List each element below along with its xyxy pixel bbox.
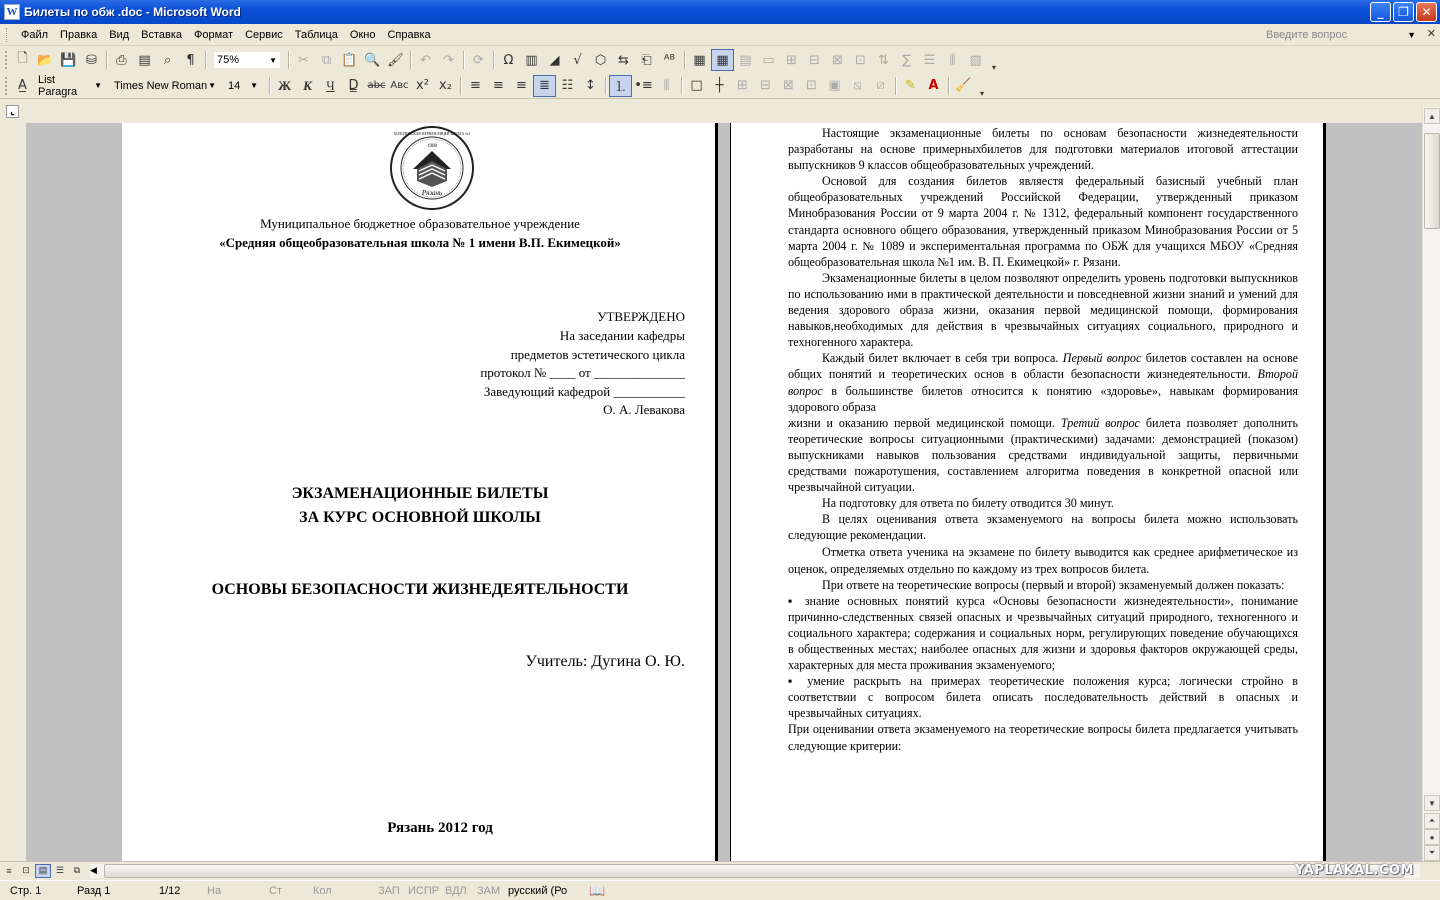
subject-title: ОСНОВЫ БЕЗОПАСНОСТИ ЖИЗНЕДЕЯТЕЛЬНОСТИ	[211, 581, 629, 598]
style-value: List Paragra	[38, 73, 78, 98]
status-section[interactable]: Разд 1	[77, 885, 111, 897]
sort-icon[interactable]: ⇅	[878, 52, 889, 68]
italic-button[interactable]: К	[303, 77, 312, 93]
restore-icon: ❐	[1398, 5, 1409, 19]
page-2[interactable]	[730, 123, 1326, 861]
insert-file-icon[interactable]: ⎗	[641, 52, 652, 68]
format-painter-icon[interactable]: 🖌	[387, 52, 404, 68]
next-page-icon[interactable]: ⏷	[1424, 845, 1440, 861]
refresh-icon[interactable]: ⟳	[473, 52, 484, 68]
double-underline-icon[interactable]: D̳	[348, 78, 359, 93]
distributed-icon[interactable]: ☷	[561, 78, 574, 93]
insert-field-icon[interactable]: ⇆	[618, 52, 629, 68]
school-logo	[389, 125, 475, 211]
spelling-icon[interactable]: ᴬᴮ	[663, 52, 676, 68]
research-icon[interactable]: ⌕	[163, 52, 172, 68]
status-overtype[interactable]: ЗАМ	[477, 885, 501, 897]
status-language[interactable]: русский (Ро	[508, 885, 568, 897]
align-center-icon[interactable]: ≡	[493, 78, 504, 93]
menu-grip[interactable]	[6, 28, 9, 42]
highlight-icon[interactable]: ✎	[905, 78, 916, 93]
scroll-left-icon[interactable]: ◀	[90, 865, 97, 875]
menu-file[interactable]: Файл	[21, 28, 49, 41]
subscript-icon[interactable]: x₂	[439, 78, 452, 93]
paragraph: На подготовку для ответа по билету отводится 30 минут.	[822, 496, 1114, 511]
font-size-dropdown-icon: ▼	[250, 81, 258, 90]
merge-cells-icon[interactable]: ▭	[762, 52, 775, 68]
column-icon[interactable]: ⫼	[663, 78, 670, 93]
bullets-icon[interactable]: •≡	[634, 78, 653, 93]
underline-button[interactable]: Ч	[326, 77, 335, 93]
document-close-icon[interactable]: ✕	[1426, 28, 1436, 40]
previous-page-icon[interactable]: ⏶	[1424, 813, 1440, 829]
approved-line-5: О. А. Левакова	[603, 402, 685, 417]
approved-line-2: предметов эстетического цикла	[510, 347, 685, 362]
horizontal-scrollbar[interactable]	[90, 864, 1420, 878]
reading-layout-icon[interactable]: ⧉	[73, 865, 81, 875]
redo-icon[interactable]: ↷	[443, 52, 454, 68]
paragraph: При ответе на теоретические вопросы (первый и второй) экзаменуемый должен показать:	[822, 577, 1285, 592]
paragraph-third-question: жизни и оказанию первой медицинской помощи. Третий вопрос билета позволяет дополнить теоретические вопросы ситуационными (практическими) задачами: демонстрацией (показом) выпускниками навыков пользования средствами индивидуальной защиты, первичными средствами пожаротушения, составлением алгоритма поведения в конкретной опасной или чрезвычайной ситуации.	[788, 415, 1298, 495]
approved-heading: УТВЕРЖДЕНО	[597, 309, 685, 324]
permission-icon[interactable]: ⛁	[86, 52, 97, 68]
status-track[interactable]: ИСПР	[408, 885, 440, 897]
formatting-toolbar	[0, 73, 1440, 99]
city-year: Рязань 2012 год	[387, 820, 493, 836]
zoom-value: 75%	[217, 54, 240, 66]
styles-pane-icon[interactable]: A̲	[18, 78, 27, 93]
view-and-hscroll-bar	[0, 861, 1440, 879]
font-color-icon[interactable]: A	[928, 78, 939, 93]
status-rec[interactable]: ЗАП	[378, 885, 400, 897]
page-1[interactable]	[122, 123, 718, 861]
border-option-3-icon[interactable]: ⊠	[783, 78, 794, 93]
clear-format-icon[interactable]: 🧹	[955, 78, 972, 93]
numbering-icon[interactable]: ⒈	[609, 75, 632, 97]
status-pages[interactable]: 1/12	[159, 885, 181, 897]
print-icon[interactable]: ⎙	[116, 52, 127, 68]
font-value: Times New Roman	[114, 79, 208, 92]
word-app-icon[interactable]: W	[4, 4, 20, 20]
find-icon[interactable]: 🔍	[364, 52, 381, 68]
status-line[interactable]: Ст	[269, 885, 282, 897]
watermark-text: YAPLAKAL.COM	[1295, 863, 1414, 878]
paragraph: Отметка ответа ученика на экзамене по билету выводится как среднее арифметическое из оценок, определяемых отдельно по каждому из трех вопросов билета.	[788, 545, 1298, 576]
paragraph: Основой для создания билетов являестя федеральный базисный учебный план общеобразовательных учреждений Российской Федерации, утвержденный приказом Минобразования России от 9 марта 2004 г. № 1312, федеральный компонент государственного стандарта основного общего образования, утвержденный приказом Минобразования России от 5 марта 2004 г. № 1089 и экспериментальная программа по ОБЖ для учащихся МБОУ «Средняя общеобразовательная школа №1 им. В. П. Екимецкой» г. Рязани.	[788, 174, 1298, 269]
outline-view-icon[interactable]: ☰	[55, 865, 65, 875]
status-bar	[0, 880, 1440, 900]
symbol-icon[interactable]: Ω	[503, 52, 514, 68]
font-select[interactable]	[110, 77, 220, 95]
insert-chart-icon[interactable]: ▥	[525, 52, 538, 68]
border-option-2-icon[interactable]: ⊟	[760, 78, 771, 93]
paragraph-questions: Каждый билет включает в себя три вопроса. Первый вопрос билетов составлен на основе общих понятий и теоретических основ в области безопасности жизнедеятельности. Второй вопрос в большинстве билетов относится к понятию «здоровье», навыкам формирования здорового образа	[788, 351, 1298, 414]
autosum-icon[interactable]: ∑	[902, 52, 911, 68]
toolbar-options-icon[interactable]: ▾	[991, 63, 996, 72]
print-preview-icon[interactable]: ▤	[138, 52, 151, 68]
approved-line-4: Заведующий кафедрой ___________	[483, 384, 685, 399]
equation-icon[interactable]: √	[573, 52, 582, 68]
small-caps-icon[interactable]: Aʙᴄ	[390, 80, 409, 91]
distribute-rows-icon[interactable]: ☰	[923, 52, 936, 68]
paragraph: Экзаменационные билеты в целом позволяют определить уровень подготовки выпускников по использованию ими в практической деятельности и повседневной жизни знаний и умений для ведения здорового образа жизни, оказания первой медицинской помощи, формирования навыков,необходимых для действия в чрезвычайных ситуациях социального, природного и техногенного характера.	[788, 270, 1298, 350]
menu-insert[interactable]: Вставка	[141, 28, 183, 41]
distribute-cols-icon[interactable]: ⫼	[949, 52, 956, 68]
standard-toolbar	[0, 47, 1440, 73]
border-option-4-icon[interactable]: ⊡	[806, 78, 817, 93]
toolbar-grip[interactable]	[5, 77, 8, 95]
close-icon: ✕	[1421, 5, 1432, 19]
restore-button[interactable]	[1393, 2, 1414, 22]
open-folder-icon[interactable]: 📂	[37, 52, 54, 68]
normal-view-icon[interactable]: ≡	[6, 865, 12, 876]
help-question-box[interactable]	[1266, 27, 1416, 43]
logo-city: Рязань	[421, 189, 443, 197]
border-option-1-icon[interactable]: ⊞	[737, 78, 748, 93]
diagonal-up-icon[interactable]: ⧄	[876, 78, 885, 93]
inside-border-icon[interactable]: ┼	[715, 78, 724, 93]
teacher-name: Учитель: Дугина О. Ю.	[525, 653, 685, 670]
align-left-icon[interactable]: ≡	[470, 78, 481, 93]
insert-cols-icon[interactable]: ⊟	[809, 52, 820, 68]
menu-help[interactable]: Справка	[387, 28, 431, 41]
table-grid-icon[interactable]: ▤	[739, 52, 752, 68]
vertical-scroll-thumb[interactable]	[1424, 133, 1440, 229]
toolbar-options-icon[interactable]: ▾	[979, 88, 984, 98]
document-workspace	[0, 123, 1422, 861]
status-extend[interactable]: ВДЛ	[445, 885, 467, 897]
menu-view[interactable]: Вид	[109, 28, 130, 41]
font-size-value: 14	[228, 79, 241, 92]
superscript-icon[interactable]: x²	[416, 78, 429, 93]
logo-year: 1908	[427, 144, 437, 149]
paragraph: При оценивании ответа экзаменуемого на теоретические вопросы билета предлагается учитывать следующие критерии:	[788, 722, 1298, 753]
scroll-up-icon[interactable]: ▲	[1424, 108, 1440, 124]
split-cells-icon[interactable]: ⊠	[832, 52, 843, 68]
ruler-corner	[0, 100, 26, 122]
document-title-line-2: ЗА КУРС ОСНОВНОЙ ШКОЛЫ	[299, 509, 541, 526]
select-browse-object-icon[interactable]: ●	[1424, 829, 1440, 845]
line-spacing-icon[interactable]: ↕	[585, 78, 596, 93]
cut-icon[interactable]: ✂	[298, 52, 309, 68]
style-dropdown-icon: ▼	[94, 81, 102, 90]
new-document-icon[interactable]: 🗋	[17, 51, 28, 66]
insert-object-icon[interactable]: ⬡	[594, 52, 607, 68]
print-layout-icon[interactable]: ▤	[35, 864, 51, 878]
bullet-item: ▪ умение раскрыть на примерах теоретические положения курса; логически стройно в соответствии с вопросом билета описать последовательность действий в опасных и чрезвычайных ситуациях.	[788, 674, 1298, 721]
scroll-down-icon[interactable]: ▼	[1424, 795, 1440, 811]
border-option-5-icon[interactable]: ▣	[828, 78, 841, 93]
align-right-icon[interactable]: ≡	[516, 78, 527, 93]
justify-icon[interactable]: ≣	[533, 75, 556, 97]
menu-bar	[0, 24, 1440, 46]
delete-cells-icon[interactable]: ⊡	[855, 52, 866, 68]
close-button[interactable]	[1416, 2, 1437, 22]
diagonal-down-icon[interactable]: ⧅	[853, 78, 862, 93]
bold-button[interactable]: Ж	[278, 77, 291, 93]
institution-line-1: Муниципальное бюджетное образовательное учреждение	[260, 216, 580, 231]
window-title: Билеты по обж .doc - Microsoft Word	[24, 5, 241, 19]
status-col[interactable]: Кол	[313, 885, 332, 897]
logo-ring-text: ХОЛОДОВСКАЯ·ПЕРВАЯ·ЛИЦЕЙ·ШКОЛА №1	[393, 132, 471, 136]
zoom-dropdown-icon: ▼	[269, 55, 277, 65]
vertical-scrollbar[interactable]	[1422, 107, 1440, 861]
zoom-select[interactable]	[213, 51, 281, 69]
save-icon[interactable]: 💾	[60, 52, 77, 68]
document-title-line-1: ЭКЗАМЕНАЦИОННЫЕ БИЛЕТЫ	[291, 485, 549, 502]
menu-tools[interactable]: Сервис	[245, 28, 283, 41]
tab-stop-selector-icon[interactable]: ⌞	[6, 105, 19, 118]
approved-line-1: На заседании кафедры	[559, 328, 685, 343]
strikethrough-icon[interactable]: a̶b̶c̶	[367, 80, 386, 91]
insert-rows-icon[interactable]: ⊞	[786, 52, 797, 68]
paste-icon[interactable]: 📋	[341, 52, 358, 68]
draw-table-icon[interactable]: ▦	[711, 49, 734, 71]
style-select[interactable]	[34, 73, 106, 98]
menu-format[interactable]: Формат	[194, 28, 234, 41]
menu-table[interactable]: Таблица	[294, 28, 338, 41]
menu-edit[interactable]: Правка	[60, 28, 98, 41]
table-autoformat-icon[interactable]: ▧	[969, 52, 982, 68]
font-size-select[interactable]	[224, 77, 262, 95]
insert-table-icon[interactable]: ▦	[693, 52, 706, 68]
help-dropdown-icon[interactable]: ▼	[1407, 30, 1416, 40]
institution-line-2: «Средняя общеобразовательная школа № 1 имени В.П. Екимецкой»	[219, 235, 621, 250]
title-bar	[0, 0, 1440, 24]
spelling-status-icon[interactable]: 📖	[589, 883, 606, 898]
font-dropdown-icon: ▼	[208, 81, 216, 90]
paragraph: Настоящие экзаменационные билеты по основам безопасности жизнедеятельности разработаны на основе примерныхбилетов для подготовки материалов итоговой аттестации выпускников 9 классов общеобразовательных учреждений.	[788, 126, 1298, 173]
approved-line-3: протокол № ____ от ______________	[480, 365, 685, 380]
paragraph: В целях оценивания ответа экзаменуемого на вопросы билета можно использовать следующие рекомендации.	[788, 512, 1298, 543]
minimize-icon: _	[1377, 5, 1384, 19]
minimize-button[interactable]	[1370, 2, 1391, 22]
status-page[interactable]: Стр. 1	[10, 885, 42, 897]
bullet-item: ▪ знание основных понятий курса «Основы безопасности жизнедеятельности», понимание причинно-следственных связей опасных и чрезвычайных ситуаций природного, техногенного и социального характера; содержания и социальных норм, регулирующих поведение обучающихся в общественных местах; наиболее опасных для жизни и здоровья факторов окружающей среды, характерных для места проживания экзаменуемого;	[788, 593, 1298, 673]
menu-window[interactable]: Окно	[349, 28, 376, 41]
status-at[interactable]: На	[207, 885, 222, 897]
outside-border-icon[interactable]: □	[690, 78, 703, 93]
horizontal-scroll-thumb[interactable]	[104, 864, 1404, 878]
copy-icon[interactable]: ⧉	[321, 52, 332, 68]
undo-icon[interactable]: ↶	[420, 52, 431, 68]
page-2-text	[788, 125, 1298, 754]
wordart-icon[interactable]: ◢	[549, 52, 560, 68]
show-formatting-icon[interactable]: ¶	[186, 52, 195, 68]
help-question-placeholder: Введите вопрос	[1266, 29, 1348, 41]
toolbar-grip[interactable]	[5, 51, 8, 69]
web-layout-icon[interactable]: ⊡	[22, 865, 30, 875]
